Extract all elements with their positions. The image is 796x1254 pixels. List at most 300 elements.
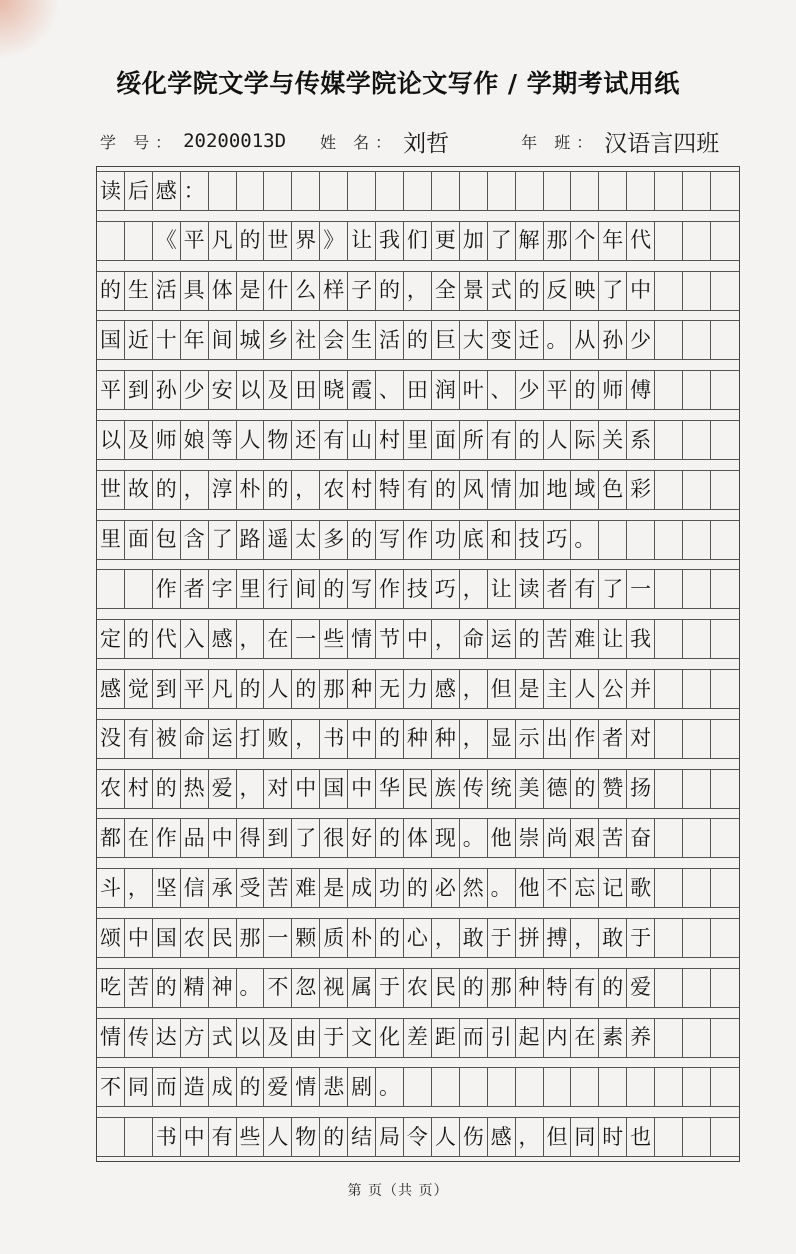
grid-cell: 了 — [292, 818, 320, 858]
grid-cell — [711, 918, 739, 958]
grid-cell: 间 — [209, 320, 237, 360]
grid-cell: 颗 — [292, 918, 320, 958]
grid-cell: 人 — [264, 1117, 292, 1157]
grid-row — [97, 320, 739, 360]
grid-cell: 感 — [97, 669, 125, 709]
grid-cell: 物 — [292, 1117, 320, 1157]
grid-cell — [683, 470, 711, 510]
grid-cell: 具 — [181, 271, 209, 311]
grid-cell: 映 — [571, 271, 599, 311]
grid-cell: 乡 — [264, 320, 292, 360]
grid-cell: 不 — [544, 868, 572, 908]
grid-cell: 巧 — [432, 569, 460, 609]
grid-cell: 一 — [627, 569, 655, 609]
grid-cell: 到 — [153, 669, 181, 709]
grid-cell — [264, 171, 292, 211]
grid-cell: 安 — [209, 370, 237, 410]
grid-cell: 的 — [237, 1067, 265, 1107]
grid-row — [97, 370, 739, 410]
grid-cell: ， — [432, 918, 460, 958]
grid-cell: 巨 — [432, 320, 460, 360]
grid-cell: 有 — [209, 1117, 237, 1157]
grid-cell: 巧 — [544, 520, 572, 560]
grid-cell: 崇 — [516, 818, 544, 858]
grid-cell: 从 — [571, 320, 599, 360]
grid-cell: 不 — [97, 1067, 125, 1107]
grid-cell — [683, 320, 711, 360]
grid-cell — [209, 171, 237, 211]
grid-cell — [599, 1067, 627, 1107]
grid-cell: 字 — [209, 569, 237, 609]
grid-cell — [655, 221, 683, 261]
grid-cell: 吃 — [97, 968, 125, 1008]
grid-cell: 活 — [153, 271, 181, 311]
grid-cell: 的 — [516, 420, 544, 460]
grid-cell: 但 — [544, 1117, 572, 1157]
grid-cell: 迁 — [516, 320, 544, 360]
grid-cell: 苦 — [125, 968, 153, 1008]
grid-cell — [488, 1067, 516, 1107]
grid-cell: 社 — [292, 320, 320, 360]
grid-cell: 遥 — [264, 520, 292, 560]
grid-cell — [460, 1067, 488, 1107]
grid-row — [97, 470, 739, 510]
grid-cell: 成 — [209, 1067, 237, 1107]
grid-cell: 里 — [404, 420, 432, 460]
grid-cell: 人 — [264, 669, 292, 709]
grid-cell — [627, 520, 655, 560]
grid-cell — [488, 171, 516, 211]
grid-cell — [432, 171, 460, 211]
name-value: 刘哲 — [403, 130, 450, 157]
grid-cell: ， — [292, 470, 320, 510]
grid-cell: 造 — [181, 1067, 209, 1107]
grid-cell: 么 — [292, 271, 320, 311]
grid-cell: 体 — [404, 818, 432, 858]
grid-row — [97, 818, 739, 858]
grid-cell: 包 — [153, 520, 181, 560]
grid-cell — [125, 1117, 153, 1157]
grid-cell: 平 — [544, 370, 572, 410]
grid-cell: 读 — [97, 171, 125, 211]
page-footer: 第 页（共 页） — [347, 1183, 449, 1199]
grid-cell: 素 — [599, 1018, 627, 1058]
grid-cell — [627, 1067, 655, 1107]
grid-cell — [432, 1067, 460, 1107]
grid-cell: 于 — [320, 1018, 348, 1058]
grid-cell: 的 — [97, 271, 125, 311]
grid-cell: 感 — [153, 171, 181, 211]
grid-cell: 赞 — [599, 769, 627, 809]
grid-cell — [571, 1067, 599, 1107]
grid-cell: 些 — [320, 619, 348, 659]
grid-cell: 距 — [432, 1018, 460, 1058]
grid-cell: 活 — [376, 320, 404, 360]
grid-cell: 作 — [404, 520, 432, 560]
grid-cell: 忽 — [292, 968, 320, 1008]
grid-cell: 难 — [571, 619, 599, 659]
grid-cell: 那 — [237, 918, 265, 958]
grid-cell: 但 — [488, 669, 516, 709]
grid-cell — [711, 868, 739, 908]
grid-row — [97, 171, 739, 211]
grid-row — [97, 569, 739, 609]
grid-cell — [460, 171, 488, 211]
grid-cell: 的 — [376, 918, 404, 958]
grid-cell: 淳 — [209, 470, 237, 510]
grid-cell — [683, 1117, 711, 1157]
grid-cell: 伤 — [460, 1117, 488, 1157]
grid-cell: 的 — [125, 619, 153, 659]
grid-cell: 农 — [404, 968, 432, 1008]
grid-cell: 敢 — [460, 918, 488, 958]
grid-cell — [711, 271, 739, 311]
grid-cell: 都 — [97, 818, 125, 858]
grid-cell: 孙 — [153, 370, 181, 410]
grid-cell: 含 — [181, 520, 209, 560]
grid-cell — [627, 171, 655, 211]
grid-cell: 扬 — [627, 769, 655, 809]
grid-cell — [404, 1067, 432, 1107]
grid-cell: 凡 — [209, 669, 237, 709]
grid-cell: 的 — [599, 968, 627, 1008]
grid-row — [97, 1117, 739, 1157]
grid-cell: 达 — [153, 1018, 181, 1058]
grid-cell: 所 — [460, 420, 488, 460]
grid-cell: 师 — [153, 420, 181, 460]
grid-cell — [711, 1067, 739, 1107]
grid-cell: 特 — [544, 968, 572, 1008]
grid-cell: 域 — [571, 470, 599, 510]
grid-cell — [683, 868, 711, 908]
grid-row — [97, 520, 739, 560]
grid-cell: 村 — [348, 470, 376, 510]
grid-cell: 打 — [237, 719, 265, 759]
grid-cell: 力 — [404, 669, 432, 709]
grid-cell: 对 — [264, 769, 292, 809]
grid-cell: ， — [460, 569, 488, 609]
grid-cell: 太 — [292, 520, 320, 560]
grid-cell: 有 — [488, 420, 516, 460]
grid-cell: 敢 — [599, 918, 627, 958]
grid-cell: 精 — [181, 968, 209, 1008]
student-id-label: 学 号： — [100, 132, 178, 152]
student-id-value: 20200013D — [183, 130, 287, 152]
grid-cell: 。 — [237, 968, 265, 1008]
grid-cell: 出 — [544, 719, 572, 759]
grid-cell: 中 — [348, 719, 376, 759]
grid-cell: 坚 — [153, 868, 181, 908]
grid-cell: 起 — [516, 1018, 544, 1058]
grid-cell: 中 — [292, 769, 320, 809]
grid-cell — [711, 520, 739, 560]
grid-cell: 会 — [320, 320, 348, 360]
grid-cell: 到 — [125, 370, 153, 410]
grid-cell: 是 — [516, 669, 544, 709]
grid-cell: 同 — [571, 1117, 599, 1157]
grid-cell: 传 — [460, 769, 488, 809]
grid-cell: 的 — [237, 669, 265, 709]
grid-cell: ， — [237, 619, 265, 659]
grid-cell: 于 — [488, 918, 516, 958]
grid-cell: 傅 — [627, 370, 655, 410]
grid-cell: 式 — [488, 271, 516, 311]
grid-cell: 华 — [376, 769, 404, 809]
grid-cell: 艰 — [571, 818, 599, 858]
grid-cell — [655, 171, 683, 211]
grid-cell — [683, 968, 711, 1008]
grid-cell: 一 — [264, 918, 292, 958]
grid-cell: 及 — [125, 420, 153, 460]
grid-cell: 以 — [237, 1018, 265, 1058]
grid-cell: 年 — [599, 221, 627, 261]
grid-cell: 及 — [264, 370, 292, 410]
page-title: 绥化学院文学与传媒学院论文写作 / 学期考试用纸 — [116, 69, 680, 98]
grid-cell: ， — [404, 271, 432, 311]
grid-cell: 代 — [153, 619, 181, 659]
grid-cell: 农 — [97, 769, 125, 809]
grid-cell: 间 — [292, 569, 320, 609]
grid-cell: 人 — [432, 1117, 460, 1157]
grid-cell: 孙 — [599, 320, 627, 360]
grid-cell: 属 — [348, 968, 376, 1008]
grid-cell: 感 — [209, 619, 237, 659]
grid-cell: 少 — [516, 370, 544, 410]
grid-cell: 品 — [181, 818, 209, 858]
grid-cell: 歌 — [627, 868, 655, 908]
grid-cell — [237, 171, 265, 211]
grid-cell: 是 — [320, 868, 348, 908]
name-label: 姓 名： — [320, 132, 398, 152]
grid-cell: 更 — [432, 221, 460, 261]
grid-cell — [711, 619, 739, 659]
grid-cell: 那 — [544, 221, 572, 261]
grid-cell: 十 — [153, 320, 181, 360]
grid-cell: 、 — [376, 370, 404, 410]
grid-cell: 的 — [320, 569, 348, 609]
grid-cell: 村 — [125, 769, 153, 809]
grid-cell: 让 — [599, 619, 627, 659]
grid-cell — [97, 569, 125, 609]
grid-cell: 显 — [488, 719, 516, 759]
grid-cell — [711, 320, 739, 360]
grid-cell: 苦 — [599, 818, 627, 858]
grid-cell — [683, 420, 711, 460]
grid-cell: 加 — [516, 470, 544, 510]
grid-cell: 田 — [292, 370, 320, 410]
grid-cell: 令 — [404, 1117, 432, 1157]
grid-cell — [683, 1067, 711, 1107]
grid-cell: 很 — [320, 818, 348, 858]
grid-cell: 者 — [544, 569, 572, 609]
grid-cell — [711, 818, 739, 858]
grid-cell: 后 — [125, 171, 153, 211]
grid-cell — [711, 370, 739, 410]
grid-cell: 心 — [404, 918, 432, 958]
grid-cell: 平 — [97, 370, 125, 410]
grid-cell: 》 — [320, 221, 348, 261]
grid-cell: 在 — [264, 619, 292, 659]
grid-cell — [683, 569, 711, 609]
grid-cell: 有 — [571, 569, 599, 609]
grid-cell — [683, 619, 711, 659]
grid-cell: 爱 — [627, 968, 655, 1008]
grid-cell: 一 — [292, 619, 320, 659]
grid-cell: 在 — [125, 818, 153, 858]
grid-cell: 景 — [460, 271, 488, 311]
grid-row — [97, 1018, 739, 1058]
grid-cell: 的 — [376, 271, 404, 311]
grid-cell: 了 — [209, 520, 237, 560]
grid-cell: 人 — [237, 420, 265, 460]
grid-cell: 种 — [348, 669, 376, 709]
grid-cell: 、 — [488, 370, 516, 410]
grid-cell: 霞 — [348, 370, 376, 410]
grid-cell: 爱 — [209, 769, 237, 809]
grid-cell: 情 — [292, 1067, 320, 1107]
grid-cell — [125, 221, 153, 261]
grid-row — [97, 221, 739, 261]
grid-cell: 不 — [264, 968, 292, 1008]
grid-cell: 们 — [404, 221, 432, 261]
grid-cell: 记 — [599, 868, 627, 908]
grid-cell: 节 — [376, 619, 404, 659]
grid-cell: ， — [516, 1117, 544, 1157]
grid-cell: 面 — [125, 520, 153, 560]
grid-cell: 彩 — [627, 470, 655, 510]
grid-cell: 统 — [488, 769, 516, 809]
grid-cell: 读 — [516, 569, 544, 609]
grid-cell: 主 — [544, 669, 572, 709]
grid-cell: 技 — [404, 569, 432, 609]
grid-cell: 的 — [460, 968, 488, 1008]
grid-cell — [655, 520, 683, 560]
grid-cell: 那 — [320, 669, 348, 709]
grid-cell: 中 — [404, 619, 432, 659]
grid-cell — [655, 1018, 683, 1058]
grid-cell — [125, 569, 153, 609]
grid-cell: 故 — [125, 470, 153, 510]
grid-cell: 入 — [181, 619, 209, 659]
grid-cell — [711, 719, 739, 759]
grid-cell: 必 — [432, 868, 460, 908]
grid-cell: 子 — [348, 271, 376, 311]
grid-cell: 的 — [376, 719, 404, 759]
grid-cell: 颂 — [97, 918, 125, 958]
grid-cell: 引 — [488, 1018, 516, 1058]
grid-cell: 的 — [348, 520, 376, 560]
grid-cell: 搏 — [544, 918, 572, 958]
grid-cell: 样 — [320, 271, 348, 311]
grid-cell: 被 — [153, 719, 181, 759]
class-value: 汉语言四班 — [604, 130, 720, 157]
grid-cell: 局 — [376, 1117, 404, 1157]
grid-cell — [683, 669, 711, 709]
grid-row — [97, 719, 739, 759]
grid-cell — [320, 171, 348, 211]
grid-cell: 于 — [376, 968, 404, 1008]
grid-cell — [711, 968, 739, 1008]
grid-cell: ， — [460, 719, 488, 759]
grid-cell: 及 — [264, 1018, 292, 1058]
grid-cell: 也 — [627, 1117, 655, 1157]
grid-cell: 神 — [209, 968, 237, 1008]
grid-cell: 成 — [348, 868, 376, 908]
grid-cell — [544, 171, 572, 211]
grid-cell: 中 — [627, 271, 655, 311]
grid-cell — [683, 271, 711, 311]
grid-cell: ， — [571, 918, 599, 958]
grid-cell: 热 — [181, 769, 209, 809]
grid-cell: 世 — [97, 470, 125, 510]
grid-cell — [599, 171, 627, 211]
grid-cell: 变 — [488, 320, 516, 360]
grid-cell: 以 — [237, 370, 265, 410]
grid-cell: 的 — [404, 320, 432, 360]
grid-cell — [683, 370, 711, 410]
grid-cell — [683, 719, 711, 759]
grid-row — [97, 769, 739, 809]
grid-cell: 方 — [181, 1018, 209, 1058]
grid-cell: 田 — [404, 370, 432, 410]
grid-cell: 民 — [209, 918, 237, 958]
grid-cell: 物 — [264, 420, 292, 460]
grid-cell: 作 — [571, 719, 599, 759]
grid-cell: 行 — [264, 569, 292, 609]
grid-cell: 。 — [460, 818, 488, 858]
grid-cell: 个 — [571, 221, 599, 261]
grid-cell — [516, 1067, 544, 1107]
grid-cell: 运 — [488, 619, 516, 659]
grid-cell: 的 — [264, 470, 292, 510]
grid-cell: 忘 — [571, 868, 599, 908]
grid-cell: 作 — [153, 818, 181, 858]
grid-cell: 。 — [544, 320, 572, 360]
grid-cell: 德 — [544, 769, 572, 809]
grid-cell: 文 — [348, 1018, 376, 1058]
grid-cell: 的 — [376, 818, 404, 858]
grid-cell: 的 — [237, 221, 265, 261]
grid-cell: 些 — [237, 1117, 265, 1157]
grid-cell: 少 — [181, 370, 209, 410]
grid-cell: 书 — [320, 719, 348, 759]
grid-cell — [683, 221, 711, 261]
grid-cell: 悲 — [320, 1067, 348, 1107]
grid-cell: 结 — [348, 1117, 376, 1157]
grid-cell: 养 — [627, 1018, 655, 1058]
grid-cell: 书 — [153, 1117, 181, 1157]
grid-cell — [544, 1067, 572, 1107]
grid-cell — [376, 171, 404, 211]
grid-cell: 同 — [125, 1067, 153, 1107]
grid-cell: 受 — [237, 868, 265, 908]
grid-cell: 的 — [571, 769, 599, 809]
grid-cell: 中 — [209, 818, 237, 858]
grid-cell: 是 — [237, 271, 265, 311]
grid-cell — [348, 171, 376, 211]
grid-cell: 中 — [181, 1117, 209, 1157]
grid-cell: 情 — [97, 1018, 125, 1058]
grid-cell: 路 — [237, 520, 265, 560]
grid-cell: 的 — [153, 968, 181, 1008]
grid-cell: 。 — [376, 1067, 404, 1107]
grid-cell: 好 — [348, 818, 376, 858]
grid-cell: 多 — [320, 520, 348, 560]
grid-cell: 我 — [627, 619, 655, 659]
grid-cell: 爱 — [264, 1067, 292, 1107]
grid-row — [97, 968, 739, 1008]
grid-cell: 色 — [599, 470, 627, 510]
